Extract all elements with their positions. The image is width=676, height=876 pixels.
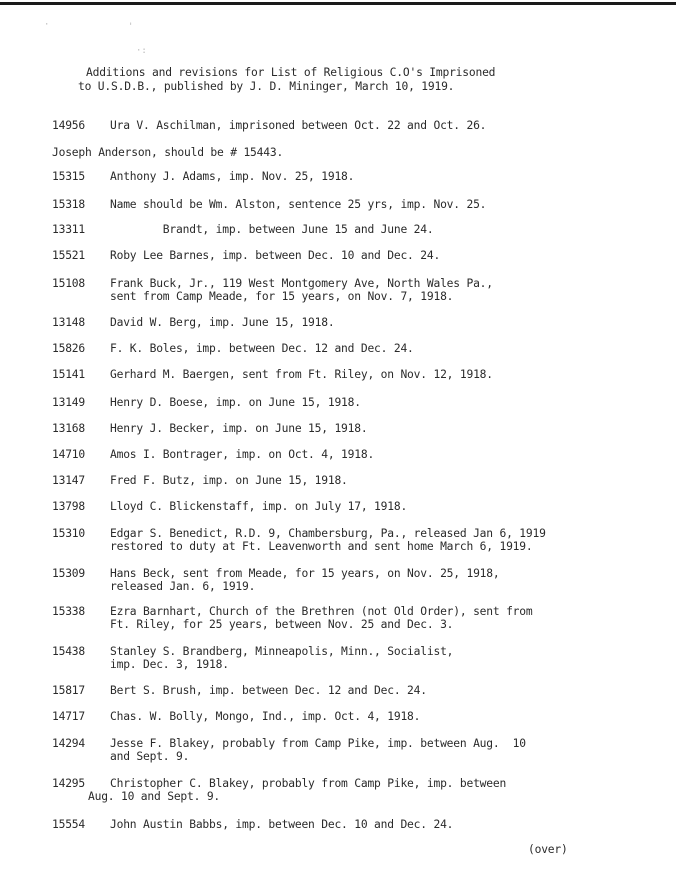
entry-text: [110, 368, 652, 381]
prisoner-number: 14294: [52, 737, 86, 750]
prisoner-number: 13149: [52, 396, 86, 409]
list-item: [52, 684, 652, 697]
entry-text: [110, 119, 652, 132]
list-item: [52, 567, 652, 593]
list-item: [52, 605, 652, 631]
entry-text: [110, 249, 652, 262]
entry-text: [110, 645, 652, 671]
list-item: [52, 474, 652, 487]
prisoner-number: 15554: [52, 818, 86, 831]
entry-line: Aug. 10 and Sept. 9.: [88, 790, 221, 803]
entry-line: Henry D. Boese, imp. on June 15, 1918.: [110, 396, 361, 409]
list-item: [52, 316, 652, 329]
entry-line: Ft. Riley, for 25 years, between Nov. 25 and Dec. 3.: [110, 618, 454, 631]
prisoner-number: 13147: [52, 474, 86, 487]
list-item: [52, 223, 652, 236]
list-item: [52, 146, 652, 159]
list-item: [52, 249, 652, 262]
entry-line: Fred F. Butz, imp. on June 15, 1918.: [110, 474, 348, 487]
prisoner-number: 14710: [52, 448, 86, 461]
entry-text: [110, 422, 652, 435]
entry-text: [110, 316, 652, 329]
prisoner-number: 15318: [52, 198, 86, 211]
list-item: [52, 527, 652, 553]
entry-text: [110, 474, 652, 487]
list-item: [52, 277, 652, 303]
entry-line: imp. Dec. 3, 1918.: [110, 658, 229, 671]
entry-text: [110, 527, 652, 553]
prisoner-number: 14295: [52, 777, 86, 790]
list-item: [52, 500, 652, 513]
entry-line: sent from Camp Meade, for 15 years, on Nov. 7, 1918.: [110, 290, 454, 303]
entry-text: [110, 605, 652, 631]
prisoner-number: 13168: [52, 422, 86, 435]
prisoner-number: 13311: [52, 223, 86, 236]
entry-line: Edgar S. Benedict, R.D. 9, Chambersburg, Pa., released Jan 6, 1919: [110, 527, 546, 540]
smudge-mark: ·: [44, 20, 50, 30]
entry-line: Henry J. Becker, imp. on June 15, 1918.: [110, 422, 368, 435]
entry-text: [110, 448, 652, 461]
entry-line: released Jan. 6, 1919.: [110, 580, 256, 593]
entry-line: Amos I. Bontrager, imp. on Oct. 4, 1918.: [110, 448, 375, 461]
entry-line: Ura V. Aschilman, imprisoned between Oct. 22 and Oct. 26.: [110, 119, 487, 132]
entry-text: [110, 737, 652, 763]
prisoner-number: 15108: [52, 277, 86, 290]
prisoner-number: 14956: [52, 119, 86, 132]
entry-text: [110, 500, 652, 513]
entry-text: [110, 818, 652, 831]
prisoner-number: 15310: [52, 527, 86, 540]
prisoner-number: 15315: [52, 170, 86, 183]
entry-line: Name should be Wm. Alston, sentence 25 yrs, imp. Nov. 25.: [110, 198, 487, 211]
entry-line: Christopher C. Blakey, probably from Camp Pike, imp. between: [110, 777, 507, 790]
entry-line: F. K. Boles, imp. between Dec. 12 and Dec. 24.: [110, 342, 414, 355]
entry-text: [110, 710, 652, 723]
prisoner-number: 15338: [52, 605, 86, 618]
entry-line: Lloyd C. Blickenstaff, imp. on July 17, 1918.: [110, 500, 408, 513]
entry-text: [110, 277, 652, 303]
prisoner-number: 15141: [52, 368, 86, 381]
list-item: [52, 645, 652, 671]
entry-text: [110, 396, 652, 409]
entry-text: [110, 170, 652, 183]
entry-line: Stanley S. Brandberg, Minneapolis, Minn., Socialist,: [110, 645, 454, 658]
prisoner-number: 15817: [52, 684, 86, 697]
prisoner-number: 15521: [52, 249, 86, 262]
list-item: [52, 737, 652, 763]
header-line-2: to U.S.D.B., published by J. D. Mininger, March 10, 1919.: [78, 80, 455, 93]
entry-text: [110, 223, 652, 236]
prisoner-number: 14717: [52, 710, 86, 723]
entry-line: Ezra Barnhart, Church of the Brethren (not Old Order), sent from: [110, 605, 533, 618]
entry-line: Chas. W. Bolly, Mongo, Ind., imp. Oct. 4, 1918.: [110, 710, 421, 723]
list-item: [52, 448, 652, 461]
entry-line: Jesse F. Blakey, probably from Camp Pike, imp. between Aug. 10: [110, 737, 526, 750]
smudge-mark: ·:: [136, 46, 147, 56]
over-note: (over): [528, 843, 568, 856]
list-item: [52, 170, 652, 183]
top-rule: [0, 2, 676, 5]
prisoner-number: 13798: [52, 500, 86, 513]
entry-line: Anthony J. Adams, imp. Nov. 25, 1918.: [110, 170, 355, 183]
document-header: [78, 66, 496, 94]
entry-line: and Sept. 9.: [110, 750, 190, 763]
entry-line: restored to duty at Ft. Leavenworth and sent home March 6, 1919.: [110, 540, 533, 553]
entry-line: Joseph Anderson, should be # 15443.: [52, 146, 284, 159]
prisoner-number: 15309: [52, 567, 86, 580]
list-item: [52, 710, 652, 723]
entry-line: Hans Beck, sent from Meade, for 15 years, on Nov. 25, 1918,: [110, 567, 500, 580]
list-item: [52, 422, 652, 435]
entry-text: [110, 342, 652, 355]
list-item: [52, 119, 652, 132]
entry-line: Bert S. Brush, imp. between Dec. 12 and Dec. 24.: [110, 684, 427, 697]
header-line-1: Additions and revisions for List of Religious C.O's Imprisoned: [86, 66, 496, 79]
prisoner-number: 15826: [52, 342, 86, 355]
list-item: [52, 368, 652, 381]
entry-text: [110, 567, 652, 593]
prisoner-number: 15438: [52, 645, 86, 658]
list-item: [52, 342, 652, 355]
list-item: [52, 818, 652, 831]
entry-line: Frank Buck, Jr., 119 West Montgomery Ave, North Wales Pa.,: [110, 277, 493, 290]
entry-text: [52, 146, 652, 159]
entry-text: [110, 684, 652, 697]
list-item: [52, 396, 652, 409]
entry-line: John Austin Babbs, imp. between Dec. 10 and Dec. 24.: [110, 818, 454, 831]
list-item: [52, 777, 652, 803]
prisoner-number: 13148: [52, 316, 86, 329]
entry-line: David W. Berg, imp. June 15, 1918.: [110, 316, 335, 329]
entry-text: [88, 777, 652, 803]
smudge-mark: ': [128, 22, 134, 32]
entry-line: Brandt, imp. between June 15 and June 24.: [110, 223, 434, 236]
entry-line: Roby Lee Barnes, imp. between Dec. 10 and Dec. 24.: [110, 249, 441, 262]
list-item: [52, 198, 652, 211]
entry-line: Gerhard M. Baergen, sent from Ft. Riley, on Nov. 12, 1918.: [110, 368, 493, 381]
entry-text: [110, 198, 652, 211]
